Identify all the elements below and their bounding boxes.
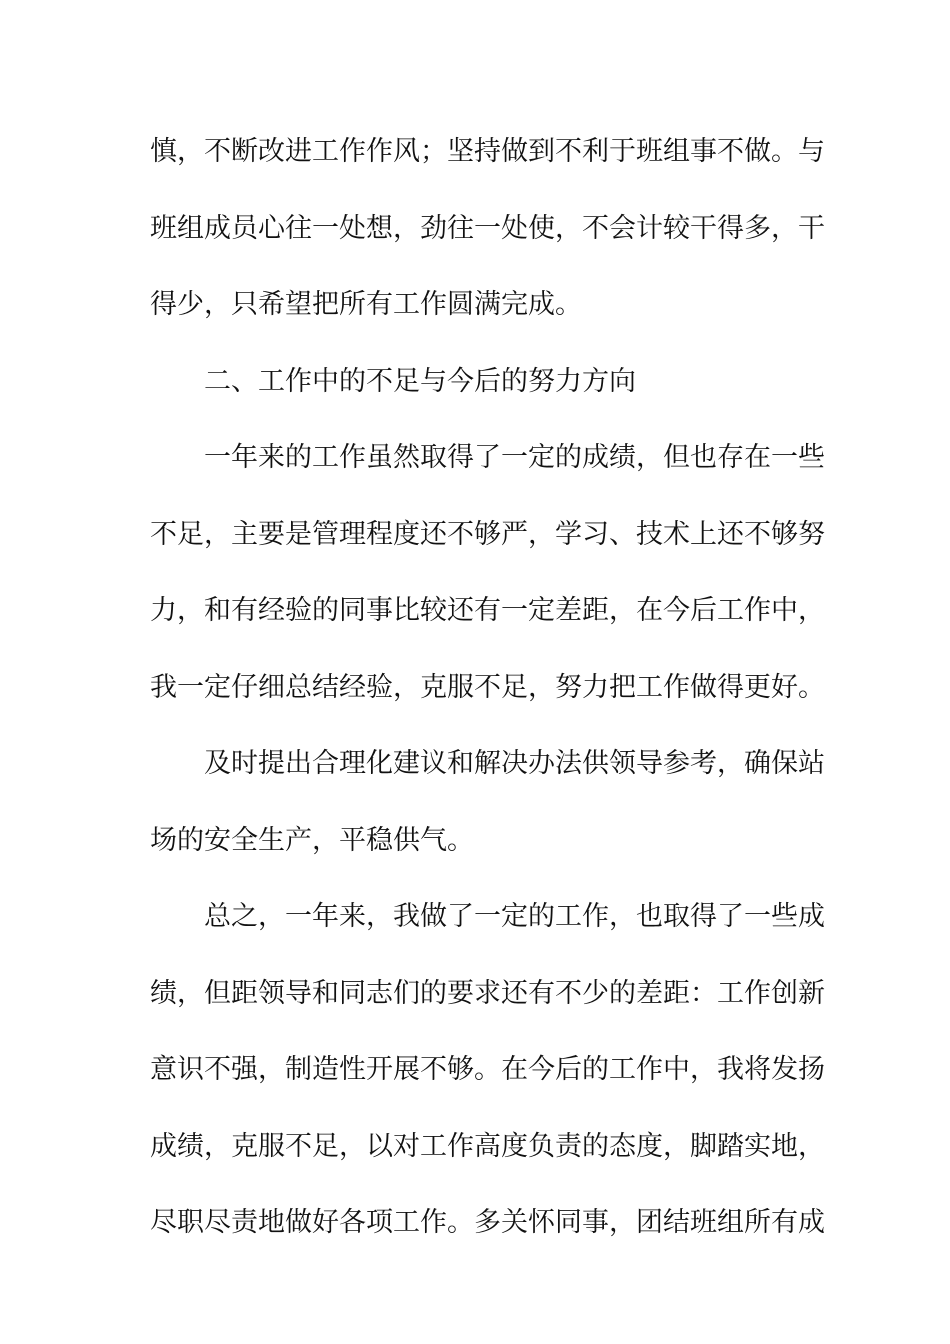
text-line: 意识不强，制造性开展不够。在今后的工作中，我将发扬	[150, 1054, 825, 1085]
text-line: 一年来的工作虽然取得了一定的成绩，但也存在一些	[204, 442, 825, 473]
text-line: 及时提出合理化建议和解决办法供领导参考，确保站	[204, 748, 825, 779]
text-line: 成绩，克服不足，以对工作高度负责的态度，脚踏实地，	[150, 1130, 825, 1162]
body-text	[150, 128, 825, 1276]
text-line: 我一定仔细总结经验，克服不足，努力把工作做得更好。	[150, 671, 825, 703]
text-line: 尽职尽责地做好各项工作。多关怀同事，团结班组所有成	[150, 1207, 825, 1238]
text-line: 不足，主要是管理程度还不够严，学习、技术上还不够努	[150, 518, 825, 550]
text-line: 总之，一年来，我做了一定的工作，也取得了一些成	[204, 901, 825, 932]
text-line: 场的安全生产，平稳供气。	[150, 824, 474, 856]
text-line: 得少，只希望把所有工作圆满完成。	[150, 289, 582, 320]
text-line: 力，和有经验的同事比较还有一定差距，在今后工作中，	[150, 595, 825, 626]
section-heading: 二、工作中的不足与今后的努力方向	[204, 365, 636, 397]
text-line: 慎，不断改进工作作风；坚持做到不利于班组事不做。与	[150, 136, 825, 167]
text-line: 绩，但距领导和同志们的要求还有不少的差距：工作创新	[150, 977, 825, 1009]
text-line: 班组成员心往一处想，劲往一处使，不会计较干得多，干	[150, 212, 825, 244]
